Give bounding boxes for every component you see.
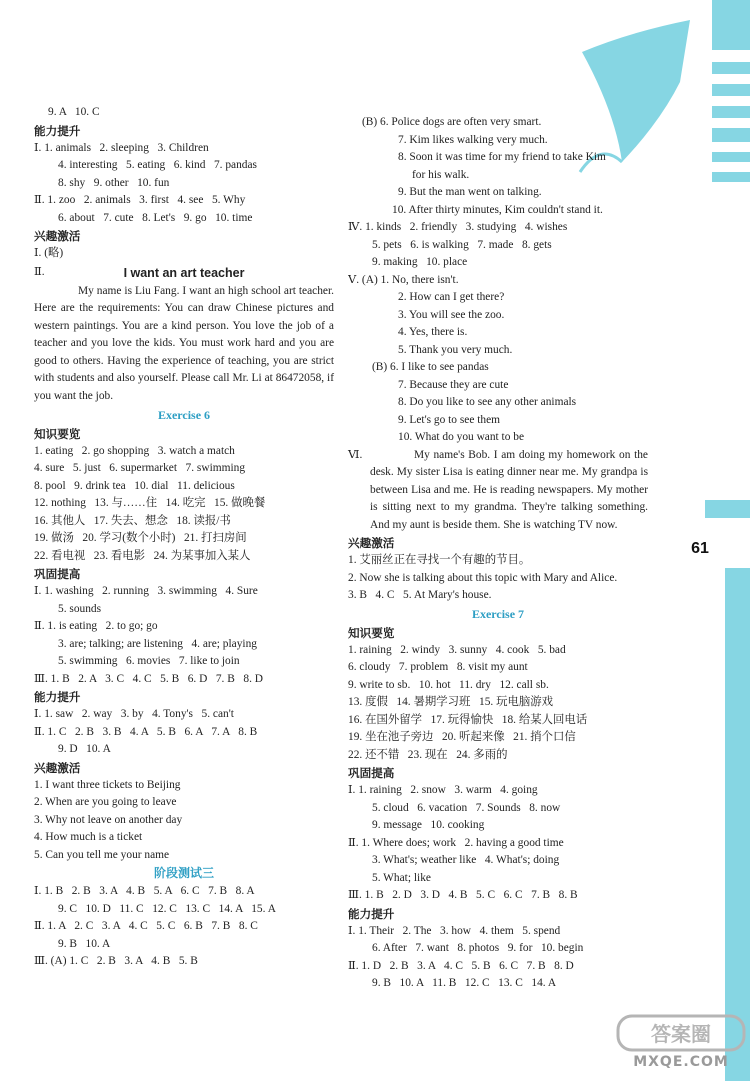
band-strip-2 — [712, 84, 750, 96]
answer-line: 1. 艾丽丝正在寻找一个有趣的节目。 — [348, 554, 531, 567]
answer-line: 9. But the man went on talking. — [398, 186, 542, 198]
answer-line: 2. Now she is talking about this topic with Mary and Alice. — [348, 571, 618, 584]
band-strip-4 — [712, 128, 750, 142]
answer-line: 6. about 7. cute 8. Let's 9. go 10. time — [58, 211, 253, 224]
answer-line: 3. You will see the zoo. — [398, 308, 505, 321]
answer-line: 9. C 10. D 11. C 12. C 13. C 14. A 15. A — [58, 902, 276, 915]
answer-line: 9. D 10. A — [58, 743, 111, 756]
section-heading: 能力提升 — [34, 123, 81, 138]
answer-line: Ⅱ. 1. D 2. B 3. A 4. C 5. B 6. C 7. B 8. D — [348, 959, 574, 972]
band-strip-5 — [712, 152, 750, 162]
answer-line: 9. write to sb. 10. hot 11. dry 12. call sb. — [348, 678, 549, 691]
answer-line: 8. Do you like to see any other animals — [398, 396, 577, 408]
answer-line: 16. 其他人 17. 失去、想念 18. 读报/书 — [34, 514, 231, 527]
watermark-logo-text: 答案圈 — [651, 1022, 711, 1046]
answer-line: 3. are; talking; are listening 4. are; playing — [58, 637, 257, 650]
band-strip-mid — [705, 500, 750, 518]
answer-line: 9. B 10. A 11. B 12. C 13. C 14. A — [372, 977, 557, 990]
answer-line: 5. Can you tell me your name — [34, 848, 170, 861]
answer-line: Ⅰ. 1. animals 2. sleeping 3. Children — [34, 141, 209, 154]
answer-line: 1. I want three tickets to Beijing — [34, 778, 181, 791]
answer-line: Ⅱ. 1. zoo 2. animals 3. first 4. see 5. Why — [34, 194, 246, 206]
answer-line: 3. What's; weather like 4. What's; doing — [372, 854, 560, 867]
paragraph-block — [348, 447, 648, 535]
answer-line: 7. Kim likes walking very much. — [398, 133, 548, 146]
watermark-logo-icon — [612, 1010, 750, 1056]
essay-label: Ⅱ. — [34, 265, 45, 278]
answer-line: 5. cloud 6. vacation 7. Sounds 8. now — [372, 801, 561, 814]
band-strip-1 — [712, 62, 750, 74]
answer-line: 9. A 10. C — [48, 106, 100, 118]
exercise-heading: Exercise 6 — [157, 407, 211, 422]
stage-test-heading: 阶段测试三 — [153, 866, 214, 881]
section-heading: 巩固提高 — [348, 766, 395, 781]
paragraph-label: Ⅵ. — [348, 448, 363, 461]
watermark-text: MXQE.COM — [633, 1054, 729, 1070]
section-heading: 巩固提高 — [34, 567, 81, 582]
answer-line: 5. sounds — [58, 602, 102, 615]
answer-line: 5. Thank you very much. — [398, 343, 513, 356]
answer-line: Ⅰ. (略) — [34, 247, 64, 259]
exercise-heading: Exercise 7 — [471, 606, 525, 621]
answer-line: for his walk. — [412, 168, 470, 181]
paragraph-body: My name's Bob. I am doing my homework on the desk. My sister Lisa is eating dinner near me. My grandpa is between Lisa and me. He is reading newspapers. My mother is sitting next to my grandma. They're talking something. And my aunt is beside them. She is watching TV now. — [370, 448, 648, 531]
answer-line: 8. pool 9. drink tea 10. dial 11. delicious — [34, 479, 235, 492]
answer-line: 16. 在国外留学 17. 玩得愉快 18. 给某人回电话 — [348, 713, 588, 726]
answer-line: 22. 还不错 23. 现在 24. 多雨的 — [348, 748, 508, 761]
answer-line: Ⅰ. 1. B 2. B 3. A 4. B 5. A 6. C 7. B 8. A — [34, 885, 255, 898]
answer-line: 12. nothing 13. 与……住 14. 吃完 15. 做晚餐 — [34, 497, 266, 510]
answer-line: Ⅱ. 1. Where does; work 2. having a good time — [348, 836, 564, 849]
answer-line: 1. raining 2. windy 3. sunny 4. cook 5. bad — [348, 643, 566, 656]
answer-line: Ⅱ. 1. A 2. C 3. A 4. C 5. C 6. B 7. B 8. C — [34, 920, 258, 933]
answer-line: 4. Yes, there is. — [398, 326, 468, 338]
answer-line: Ⅱ. 1. C 2. B 3. B 4. A 5. B 6. A 7. A 8. B — [34, 725, 258, 738]
answer-line: 13. 度假 14. 暑期学习班 15. 玩电脑游戏 — [348, 696, 554, 709]
answer-line: 4. How much is a ticket — [34, 831, 143, 844]
answer-line: Ⅰ. 1. saw 2. way 3. by 4. Tony's 5. can't — [34, 708, 234, 721]
answer-line: Ⅰ. 1. Their 2. The 3. how 4. them 5. spend — [348, 924, 561, 937]
answer-line: 19. 坐在池子旁边 20. 听起来像 21. 捎个口信 — [348, 731, 576, 744]
section-heading: 兴趣激活 — [34, 229, 81, 243]
answer-line: Ⅲ. 1. B 2. D 3. D 4. B 5. C 6. C 7. B 8. B — [348, 889, 578, 902]
right-column — [348, 114, 648, 993]
answer-line: 10. After thirty minutes, Kim couldn't stand it. — [392, 203, 603, 216]
answer-line: 2. How can I get there? — [398, 291, 505, 303]
section-heading: 能力提升 — [34, 690, 81, 705]
essay-block — [34, 263, 334, 406]
section-heading: 知识要览 — [348, 625, 395, 640]
answer-line: 3. Why not leave on another day — [34, 813, 183, 826]
answer-line: 3. B 4. C 5. At Mary's house. — [348, 589, 492, 602]
answer-line: 5. pets 6. is walking 7. made 8. gets — [372, 238, 552, 251]
answer-line: 8. Soon it was time for my friend to take Kim — [398, 151, 606, 163]
answer-line: 9. making 10. place — [372, 256, 468, 268]
essay-title: I want an art teacher — [123, 265, 245, 280]
page-number: 61 — [691, 540, 709, 557]
answer-line: 2. When are you going to leave — [34, 796, 177, 809]
answer-line: Ⅲ. 1. B 2. A 3. C 4. C 5. B 6. D 7. B 8. D — [34, 672, 264, 685]
answer-line: 8. shy 9. other 10. fun — [58, 176, 170, 189]
band-strip-top — [712, 0, 750, 50]
answer-line: Ⅳ. 1. kinds 2. friendly 3. studying 4. wishes — [348, 221, 568, 233]
answer-line: (B) 6. I like to see pandas — [372, 361, 489, 373]
answer-line: 6. cloudy 7. problem 8. visit my aunt — [348, 661, 528, 674]
answer-line: 9. Let's go to see them — [398, 413, 501, 426]
answer-line: 9. B 10. A — [58, 937, 111, 950]
section-heading: 兴趣激活 — [348, 536, 395, 551]
answer-line: 5. swimming 6. movies 7. like to join — [58, 655, 240, 668]
answer-line: Ⅴ. (A) 1. No, there isn't. — [348, 273, 459, 286]
answer-line: 9. message 10. cooking — [372, 819, 485, 832]
left-column — [34, 104, 334, 971]
answer-line: Ⅰ. 1. raining 2. snow 3. warm 4. going — [348, 784, 538, 797]
answer-line: Ⅰ. 1. washing 2. running 3. swimming 4. Sure — [34, 585, 258, 598]
band-strip-3 — [712, 106, 750, 118]
watermark — [612, 1010, 750, 1078]
essay-body: My name is Liu Fang. I want an high school art teacher. Here are the requirements: You can draw Chinese pictures and western paintings. You are a kind person. You love the job of a teacher and you love the kids. You must work hard and you are good to others. Having the experience of teaching, you are strict with students and also yourself. Please call Mr. Li at 86472058, if you want the job. — [34, 284, 334, 403]
answer-line: 6. After 7. want 8. photos 9. for 10. begin — [372, 942, 584, 955]
answer-line: 4. sure 5. just 6. supermarket 7. swimming — [34, 462, 246, 475]
answer-line: 10. What do you want to be — [398, 431, 525, 443]
section-heading: 知识要览 — [34, 426, 81, 441]
section-heading: 能力提升 — [348, 906, 395, 921]
section-heading: 兴趣激活 — [34, 760, 81, 775]
band-strip-6 — [712, 172, 750, 182]
answer-line: 1. eating 2. go shopping 3. watch a match — [34, 444, 235, 457]
band-strip-long — [725, 568, 750, 1081]
answer-line: 5. What; like — [372, 871, 431, 884]
answer-line: 22. 看电视 23. 看电影 24. 为某事加入某人 — [34, 549, 251, 562]
answer-line: Ⅱ. 1. is eating 2. to go; go — [34, 620, 158, 633]
answer-line: 19. 做汤 20. 学习(数个小时) 21. 打扫房间 — [34, 532, 247, 545]
answer-line: (B) 6. Police dogs are often very smart. — [362, 116, 542, 128]
answer-line: 7. Because they are cute — [398, 378, 509, 391]
answer-line: 4. interesting 5. eating 6. kind 7. pandas — [58, 159, 257, 171]
answer-line: Ⅲ. (A) 1. C 2. B 3. A 4. B 5. B — [34, 955, 198, 968]
